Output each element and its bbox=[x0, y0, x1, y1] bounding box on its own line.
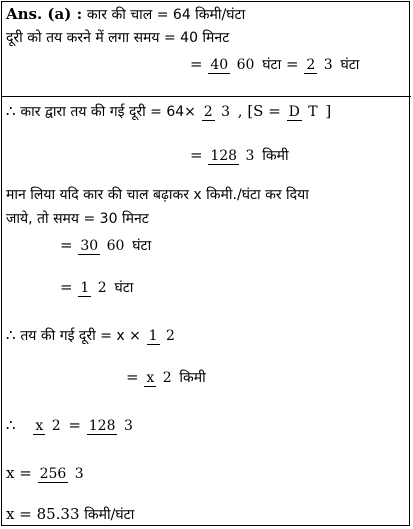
therefore-symbol: ∴ bbox=[6, 102, 16, 120]
fraction bbox=[147, 328, 177, 345]
numerator: 30 bbox=[80, 237, 99, 254]
answer-line-13 bbox=[6, 464, 87, 483]
answer-line-4 bbox=[6, 102, 331, 121]
unit-text: घंटा bbox=[132, 238, 152, 254]
answer-line-7: जाये, तो समय = 30 मिनट bbox=[6, 211, 149, 227]
denominator: 3 bbox=[74, 465, 84, 482]
denominator: 2 bbox=[51, 417, 61, 434]
equals-sign: = bbox=[60, 278, 73, 296]
numerator: 2 bbox=[306, 56, 316, 73]
denominator: 60 bbox=[236, 56, 255, 73]
numerator: x bbox=[146, 369, 155, 386]
unit-text: घंटा bbox=[114, 280, 134, 296]
answer-line-11 bbox=[126, 368, 206, 387]
numerator: 2 bbox=[203, 103, 213, 120]
formula-close: ] bbox=[325, 102, 332, 120]
fraction bbox=[33, 418, 62, 435]
numerator: 128 bbox=[88, 417, 116, 434]
answer-line-8 bbox=[60, 236, 151, 255]
fraction bbox=[208, 57, 256, 74]
answer-line-1 bbox=[6, 5, 245, 24]
answer-box bbox=[1, 1, 410, 526]
formula-open: , [S = bbox=[237, 102, 281, 120]
denominator: 2 bbox=[97, 279, 107, 296]
numerator: 1 bbox=[80, 279, 90, 296]
denominator: 2 bbox=[165, 327, 175, 344]
unit-text: किमी bbox=[262, 148, 289, 164]
unit-text: किमी bbox=[179, 370, 206, 386]
answer-line-10 bbox=[6, 326, 178, 345]
fraction bbox=[208, 148, 256, 165]
numerator: 40 bbox=[210, 56, 229, 73]
equals-sign: = bbox=[190, 55, 203, 73]
fraction bbox=[78, 238, 126, 255]
denominator: 3 bbox=[245, 147, 255, 164]
fraction bbox=[78, 280, 108, 297]
answer-line-3 bbox=[190, 55, 359, 74]
denominator: 60 bbox=[106, 237, 125, 254]
answer-line-12 bbox=[6, 416, 136, 435]
therefore-symbol: ∴ bbox=[6, 326, 16, 344]
distance-text: तय की गई दूरी = x × bbox=[20, 328, 141, 344]
equals-sign: = bbox=[190, 146, 203, 164]
fraction bbox=[304, 57, 334, 74]
equals-sign: = bbox=[126, 368, 139, 386]
fraction bbox=[87, 418, 135, 435]
therefore-symbol: ∴ bbox=[6, 416, 16, 434]
unit-text: घंटा bbox=[262, 57, 282, 73]
denominator: 3 bbox=[323, 56, 333, 73]
answer-line-9 bbox=[60, 278, 133, 297]
answer-label: Ans. (a) : bbox=[6, 5, 83, 23]
answer-line-2: दूरी को तय करने में लगा समय = 40 मिनट bbox=[6, 30, 230, 46]
answer-line-14 bbox=[6, 505, 134, 524]
equals-sign: = bbox=[286, 55, 299, 73]
numerator: D bbox=[288, 103, 300, 120]
fraction bbox=[202, 104, 232, 121]
numerator: 256 bbox=[39, 465, 67, 482]
formula-fraction bbox=[287, 104, 320, 121]
distance-text: कार द्वारा तय की गई दूरी = 64× bbox=[20, 104, 196, 120]
numerator: 1 bbox=[148, 327, 158, 344]
numerator: x bbox=[35, 417, 44, 434]
denominator: 3 bbox=[221, 103, 230, 120]
denominator: 3 bbox=[123, 417, 133, 434]
denominator: 2 bbox=[162, 369, 172, 386]
unit-text: किमी/घंटा bbox=[84, 507, 135, 523]
final-answer: x = 85.33 bbox=[6, 505, 80, 523]
unit-text: घंटा bbox=[340, 57, 360, 73]
fraction bbox=[38, 466, 86, 483]
denominator: T bbox=[308, 103, 318, 120]
answer-line-6: मान लिया यदि कार की चाल बढ़ाकर x किमी./घंटा कर दिया bbox=[6, 187, 309, 203]
equals-sign: = bbox=[68, 416, 81, 434]
section-divider bbox=[2, 96, 411, 97]
answer-line-5 bbox=[190, 146, 289, 165]
car-speed-text: कार की चाल = 64 किमी/घंटा bbox=[86, 7, 246, 23]
equals-sign: = bbox=[60, 236, 73, 254]
fraction bbox=[144, 370, 173, 387]
x-equals: x = bbox=[6, 464, 32, 482]
numerator: 128 bbox=[210, 147, 238, 164]
